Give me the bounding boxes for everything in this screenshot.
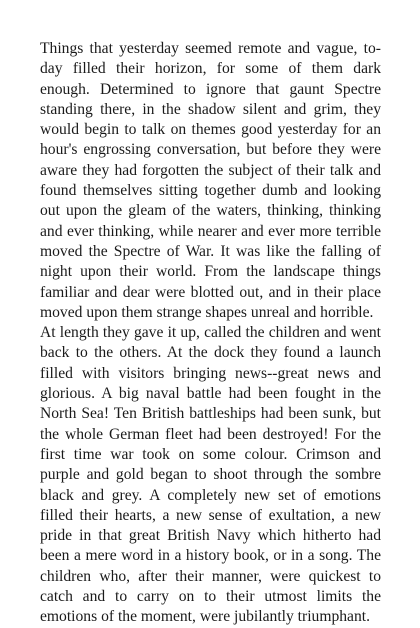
- paragraph-2: At length they gave it up, called the children and went back to the others. At the dock they found a launch filled with visitors bringing news--great news and glorious. A big naval battle had been fought in the North Sea! Ten British battleships had been sunk, but the whole German fleet had been destroyed! For the first time war took on some colour. Crimson and purple and gold began to shoot through the sombre black and grey. A completely new set of emotions filled their hearts, a new sense of exultation, a new pride in that great British Navy which hitherto had been a mere word in a history book, or in a song. The children who, after their manner, were quickest to catch and to carry on to their utmost limits the emotions of the moment, were jubilantly triumphant.: [40, 324, 381, 626]
- document-page: [40, 39, 381, 628]
- paragraph-1: Things that yesterday seemed remote and vague, to-day filled their horizon, for some of them dark enough. Determined to ignore that gaunt Spectre standing there, in the shadow silent and grim, they would begin to talk on themes good yesterday for an hour's engrossing conversation, but before they were aware they had forgotten the subject of their talk and found themselves sitting together dumb and looking out upon the gleam of the waters, thinking, thinking and ever thinking, while nearer and ever more terrible moved the Spectre of War. It was like the falling of night upon their world. From the landscape things familiar and dear were blotted out, and in their place moved upon them strange shapes unreal and horrible.: [40, 40, 381, 321]
